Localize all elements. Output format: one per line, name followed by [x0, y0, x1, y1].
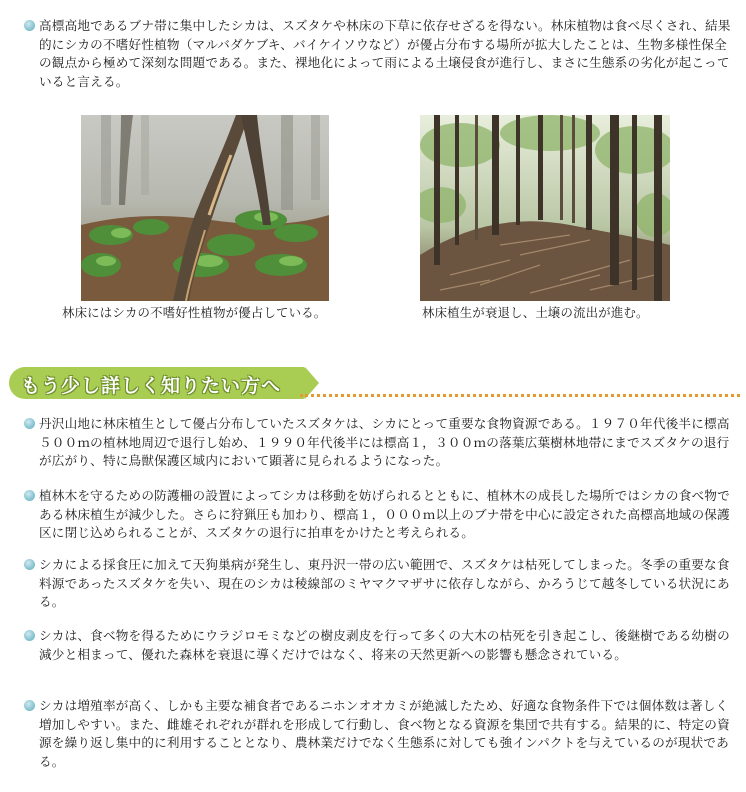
- detail-paragraph-1: [24, 415, 732, 471]
- photo-caption-1: 林床にはシカの不嗜好性植物が優占している。: [62, 305, 327, 320]
- detail-text-1: 丹沢山地に林床植生として優占分布していたスズタケは、シカにとって重要な食物資源である。１９７０年代後半に標高５００ｍの植林地周辺で退行し始め、１９９０年代後半には標高１，３００ｍの落葉広葉樹林地帯にまでスズタケの退行が広がり、特に鳥獣保護区域内において顕著に見られるようになった。: [39, 416, 730, 468]
- bullet-icon: [24, 630, 35, 641]
- bullet-icon: [24, 559, 35, 570]
- detail-text-5: シカは増殖率が高く、しかも主要な補食者であるニホンオオカミが絶滅したため、好適な食物条件下では個体数は著しく増加しやすい。また、雌雄それぞれが群れを形成して行動し、食べ物となる資源を集団で共有する。結果的に、特定の資源を繰り返し集中的に利用することとなり、農林業だけでなく生態系に対しても強インパクトを与えているのが現状である。: [39, 698, 730, 769]
- bullet-icon: [24, 490, 35, 501]
- dotted-divider: [300, 394, 740, 397]
- photo-soil-erosion: [420, 115, 670, 301]
- section-heading: もう少し詳しく知りたい方へ: [21, 375, 282, 397]
- bullet-icon: [24, 418, 35, 429]
- bullet-icon: [24, 700, 35, 711]
- detail-paragraph-5: [24, 697, 732, 771]
- detail-text-4: シカは、食べ物を得るためにウラジロモミなどの樹皮剥皮を行って多くの大木の枯死を引き起こし、後継樹である幼樹の減少と相まって、優れた森林を衰退に導くだけではなく、将来の天然更新への影響も懸念されている。: [39, 628, 730, 662]
- detail-paragraph-3: [24, 556, 732, 612]
- detail-paragraph-4: [24, 627, 732, 664]
- detail-text-3: シカによる採食圧に加えて天狗巣病が発生し、東丹沢一帯の広い範囲で、スズタケは枯死してしまった。冬季の重要な食料源であったスズタケを失い、現在のシカは稜線部のミヤマクマザサに依存しながら、かろうじて越冬している状況にある。: [39, 557, 730, 609]
- detail-text-2: 植林木を守るための防護柵の設置によってシカは移動を妨げられるとともに、植林木の成長した場所ではシカの食べ物である林床植生が減少した。さらに狩猟圧も加わり、標高１，０００ｍ以上のブナ帯を中心に設定された高標高地域の保護区に閉じ込められることが、スズタケの退行に拍車をかけたと考えられる。: [39, 488, 730, 540]
- photo-caption-2: 林床植生が衰退し、土壌の流出が進む。: [422, 305, 649, 320]
- intro-text: 高標高地であるブナ帯に集中したシカは、スズタケや林床の下草に依存せざるを得ない。林床植物は食べ尽くされ、結果的にシカの不嗜好性植物（マルバダケブキ、バイケイソウなど）が優占分布する場所が拡大したことは、生物多様性保全の観点から極めて深刻な問題である。また、裸地化によって雨による土壌侵食が進行し、まさに生態系の劣化が起こっていると言える。: [39, 18, 731, 89]
- detail-paragraph-2: [24, 487, 732, 543]
- photo-unpalatable-plants: [81, 115, 329, 301]
- section-banner: [9, 367, 305, 399]
- intro-paragraph: [24, 17, 732, 91]
- bullet-icon: [24, 20, 35, 31]
